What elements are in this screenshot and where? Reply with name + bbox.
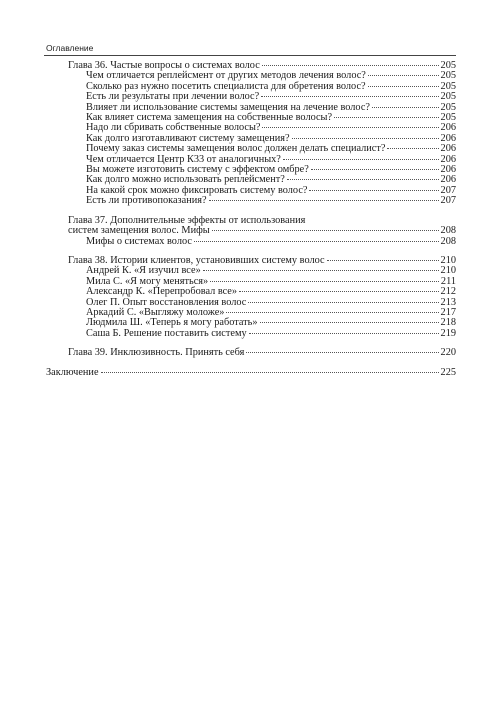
running-header: Оглавление <box>46 43 94 53</box>
section-entry-title: Мила С. «Я могу меняться» <box>86 275 209 287</box>
section-entry-title: Мифы о системах волос <box>86 235 192 247</box>
section-entry[interactable] <box>46 329 456 339</box>
section-entry-title: Как долго можно использовать реплейсмент? <box>86 174 285 186</box>
dot-leader <box>292 138 439 139</box>
chapter-title-line[interactable]: Глава 37. Дополнительные эффекты от использования <box>68 214 306 226</box>
section-entry-page-number: 210 <box>440 265 456 277</box>
dot-leader <box>283 159 439 160</box>
section-entry-title: Вы можете изготовить систему с эффектом омбре? <box>86 164 309 176</box>
section-entry-title: Влияет ли использование системы замещения на лечение волос? <box>86 101 370 113</box>
table-of-contents <box>46 61 456 378</box>
dot-leader <box>239 291 439 292</box>
section-entry-page-number: 205 <box>440 70 456 82</box>
conclusion-entry[interactable] <box>46 368 456 378</box>
dot-leader <box>372 107 439 108</box>
dot-leader <box>311 169 439 170</box>
dot-leader <box>194 241 439 242</box>
section-entry-page-number: 212 <box>440 286 456 298</box>
dot-leader <box>212 230 439 231</box>
dot-leader <box>249 333 439 334</box>
section-entry-title: Чем отличается реплейсмент от других методов лечения волос? <box>86 70 366 82</box>
section-entry-page-number: 219 <box>440 327 456 339</box>
section-entry-page-number: 218 <box>440 317 456 329</box>
chapter-entry-page-number: 205 <box>440 60 456 71</box>
dot-leader <box>248 302 438 303</box>
chapter-entry-title: Глава 39. Инклюзивность. Принять себя <box>68 347 245 359</box>
section-entry-title: На какой срок можно фиксировать систему волос? <box>86 184 308 196</box>
section-entry-title: Сколько раз нужно посетить специалиста для обретения волос? <box>86 80 366 92</box>
section-entry[interactable] <box>46 237 456 247</box>
dot-leader <box>334 117 439 118</box>
dot-leader <box>226 312 438 313</box>
dot-leader <box>261 96 438 97</box>
section-entry-page-number: 206 <box>440 153 456 165</box>
conclusion-entry-title: Заключение <box>46 366 99 378</box>
section-entry-title: Андрей К. «Я изучил все» <box>86 265 201 277</box>
section-entry-title: Надо ли сбривать собственные волосы? <box>86 122 261 134</box>
dot-leader <box>262 65 439 66</box>
chapter-gap <box>46 359 456 368</box>
section-entry-title: Аркадий С. «Выгляжу моложе» <box>86 306 225 318</box>
section-entry-title: Олег П. Опыт восстановления волос <box>86 296 247 308</box>
section-entry-title: Как влияет система замещения на собственные волосы? <box>86 112 333 124</box>
dot-leader <box>246 352 438 353</box>
chapter-entry-page-number: 220 <box>440 347 456 359</box>
dot-leader <box>309 190 438 191</box>
section-entry-title: Александр К. «Перепробовал все» <box>86 286 238 298</box>
section-entry-page-number: 206 <box>440 164 456 176</box>
section-entry-page-number: 211 <box>440 275 456 287</box>
dot-leader <box>209 200 439 201</box>
section-entry-page-number: 206 <box>440 132 456 144</box>
header-rule <box>44 55 456 56</box>
section-entry-page-number: 205 <box>440 112 456 124</box>
chapter-entry[interactable] <box>46 226 456 236</box>
section-entry-page-number: 217 <box>440 306 456 318</box>
chapter-entry-title: Глава 38. Истории клиентов, установивших систему волос <box>68 254 325 266</box>
section-entry-page-number: 205 <box>440 91 456 103</box>
section-entry-page-number: 213 <box>440 296 456 308</box>
section-entry-title: Чем отличается Центр К33 от аналогичных? <box>86 153 281 165</box>
chapter-entry-page-number: 210 <box>440 254 456 266</box>
dot-leader <box>260 322 439 323</box>
dot-leader <box>327 260 439 261</box>
section-entry-page-number: 208 <box>440 235 456 247</box>
section-entry-title: Почему заказ системы замещения волос должен делать специалист? <box>86 143 386 155</box>
section-entry-title: Есть ли противопоказания? <box>86 195 207 207</box>
section-entry-title: Людмила Ш. «Теперь я могу работать» <box>86 317 258 329</box>
section-entry-title: Как долго изготавливают систему замещения? <box>86 132 290 144</box>
chapter-entry-title: систем замещения волос. Мифы <box>68 225 210 237</box>
dot-leader <box>387 148 438 149</box>
section-entry-title: Есть ли результаты при лечении волос? <box>86 91 260 103</box>
section-entry-title: Саша Б. Решение поставить систему <box>86 327 247 339</box>
conclusion-entry-page-number: 225 <box>440 366 456 378</box>
section-entry-page-number: 207 <box>440 195 456 207</box>
section-entry[interactable] <box>46 287 456 297</box>
chapter-entry-title: Глава 36. Частые вопросы о системах волос <box>68 60 260 71</box>
dot-leader <box>287 179 439 180</box>
section-entry-page-number: 205 <box>440 80 456 92</box>
dot-leader <box>101 372 439 373</box>
chapter-entry[interactable] <box>46 348 456 358</box>
dot-leader <box>368 86 439 87</box>
section-entry-page-number: 206 <box>440 174 456 186</box>
dot-leader <box>262 127 438 128</box>
dot-leader <box>210 281 439 282</box>
chapter-entry-page-number: 208 <box>440 225 456 237</box>
dot-leader <box>203 270 439 271</box>
section-entry-page-number: 206 <box>440 122 456 134</box>
section-entry-page-number: 207 <box>440 184 456 196</box>
section-entry[interactable] <box>46 196 456 206</box>
section-entry-page-number: 205 <box>440 101 456 113</box>
section-entry-page-number: 206 <box>440 143 456 155</box>
dot-leader <box>368 75 439 76</box>
